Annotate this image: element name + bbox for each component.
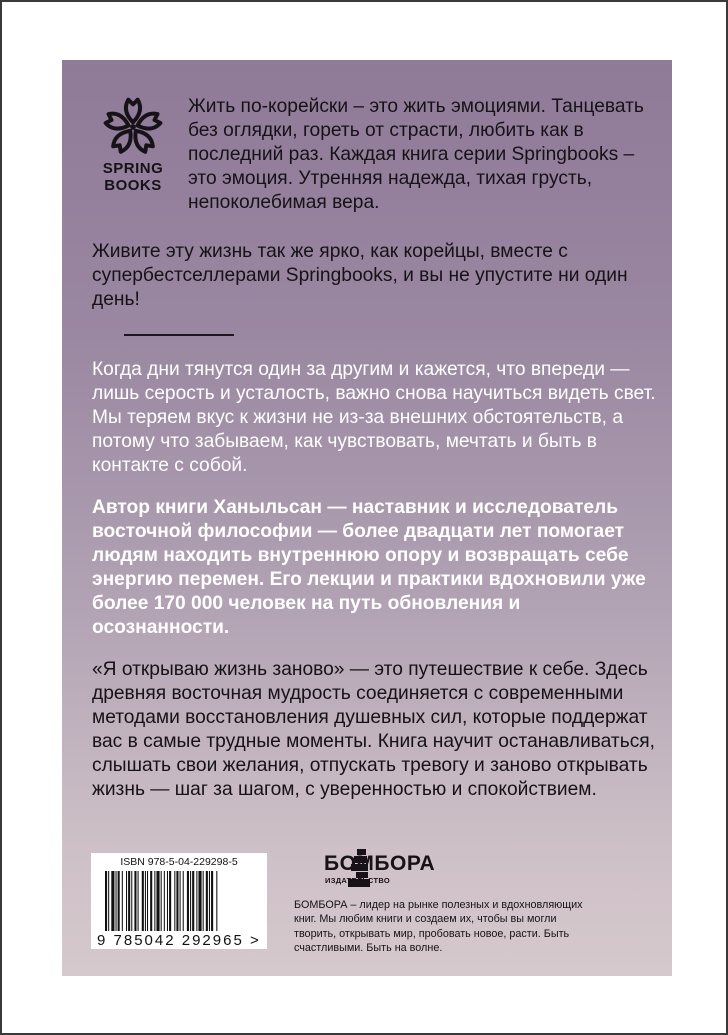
description-paragraph: Когда дни тянутся один за другим и кажется, что впереди — лишь серость и усталость, важно снова научиться видеть свет. Мы теряем вкус к жизни не из-за внешних обстоятельств, а потому что забываем, как чувствовать, мечтать и быть в контакте с собой. [92,359,656,476]
barcode-bars [105,871,253,931]
barcode-digits: 9 785042 292965 > [97,932,261,949]
book-summary-paragraph: «Я открываю жизнь заново» — это путешествие к себе. Здесь древняя восточная мудрость соединяется с современными методами восстановления душевных сил, которые поддержат вас в самые трудные моменты. Книга научит останавливаться, слышать свои желания, отпускать тревогу и заново открывать жизнь — шаг за шагом, с уверенностью и спокойствием. [92,659,656,800]
isbn-number: ISBN 978-5-04-229298-5 [120,856,238,868]
isbn-barcode [91,853,267,949]
flower-icon [101,94,165,160]
publisher-description: БОМБОРА – лидер на рынке полезных и вдохновляющих книг. Мы любим книги и создаем их, чтобы вы могли творить, открывать мир, пробовать новое, расти. Быть счастливыми. Быть на волне. [294,899,583,955]
logo-text-books: BOOKS [104,177,162,194]
publisher-subtitle: ИЗДАТЕЛЬСТВО [325,876,390,885]
divider-line [124,334,234,336]
logo-text-spring: SPRING [102,160,164,177]
springbooks-logo [90,94,176,194]
publisher-name: БОМБОРА [324,852,436,875]
author-paragraph: Автор книги Ханыльсан — наставник и исследователь восточной философии — более двадцати лет помогает людям находить внутреннюю опору и возвращать себе энергию перемен. Его лекции и практики вдохновили уже более 170 000 человек на путь обновления и осознанности. [92,497,646,638]
series-intro-text: Жить по-корейски – это жить эмоциями. Танцевать без оглядки, гореть от страсти, любить как в последний раз. Каждая книга серии Springbooks – это эмоция. Утренняя надежда, тихая грусть, непоколебимая вера. [188,96,644,213]
series-call-text: Живите эту жизнь так же ярко, как корейцы, вместе с супербестселлерами Springbooks, и вы не упустите ни один день! [92,241,628,310]
